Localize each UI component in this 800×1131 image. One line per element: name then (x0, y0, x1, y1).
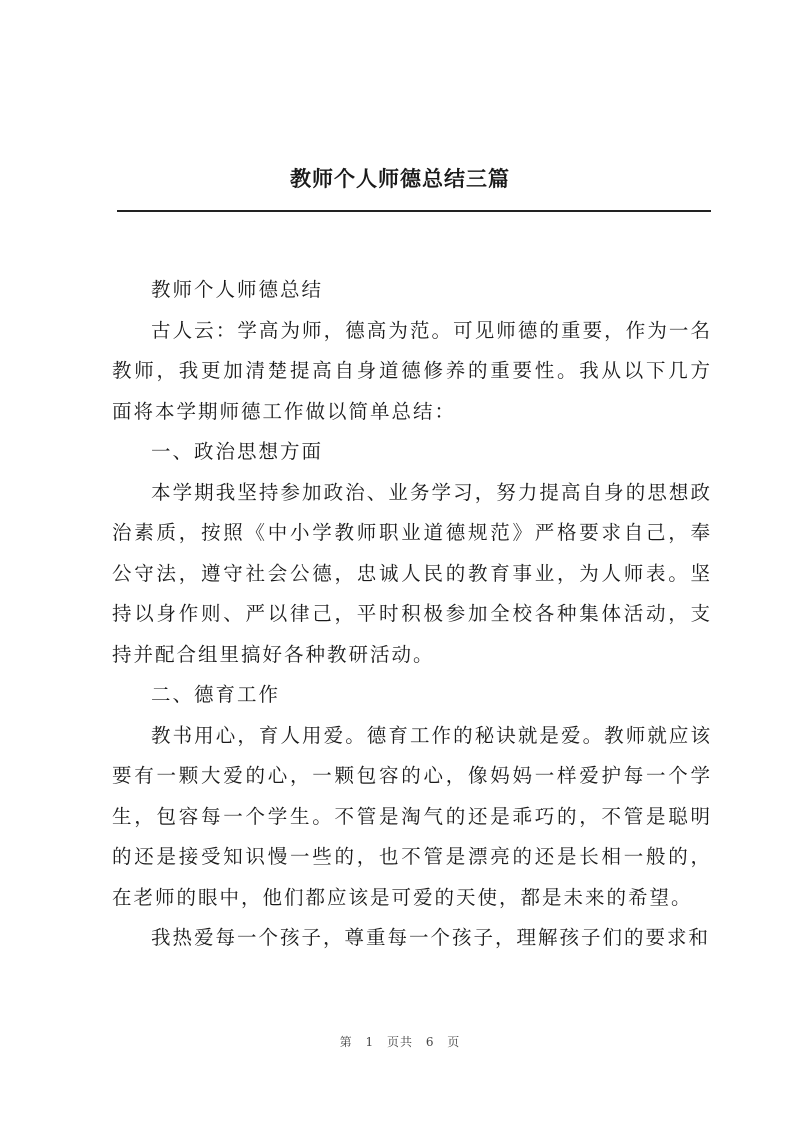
paragraph: 教书用心，育人用爱。德育工作的秘诀就是爱。教师就应该要有一颗大爱的心，一颗包容的心，像妈妈一样爱护每一个学生，包容每一个学生。不管是淘气的还是乖巧的，不管是聪明的还是接受知识慢一些的，也不管是漂亮的还是长相一般的，在老师的眼中，他们都应该是可爱的天使，都是未来的希望。 (112, 723, 712, 909)
section-heading: 一、政治思想方面 (151, 440, 324, 463)
paragraph: 本学期我坚持参加政治、业务学习，努力提高自身的思想政治素质，按照《中小学教师职业道德规范》严格要求自己，奉公守法，遵守社会公德，忠诚人民的教育事业，为人师表。坚持以身作则、严以律己，平时积极参加全校各种集体活动，支持并配合组里搞好各种教研活动。 (112, 480, 712, 666)
footer-total-pages: 6 (425, 1035, 435, 1049)
footer-prefix: 第 (339, 1035, 353, 1049)
paragraph: 我热爱每一个孩子，尊重每一个孩子，理解孩子们的要求和 (151, 926, 711, 949)
document-title: 教师个人师德总结三篇 (290, 167, 510, 191)
title-underline (117, 210, 711, 212)
page-footer (0, 1033, 800, 1050)
section-heading: 二、德育工作 (151, 683, 281, 706)
footer-page-number: 1 (365, 1035, 375, 1049)
paragraph: 古人云：学高为师，德高为范。可见师德的重要，作为一名教师，我更加清楚提高自身道德修养的重要性。我从以下几方面将本学期师德工作做以简单总结： (112, 318, 712, 423)
section-heading: 教师个人师德总结 (151, 278, 324, 301)
footer-middle: 页共 (386, 1035, 413, 1049)
footer-suffix: 页 (447, 1035, 461, 1049)
document-body (112, 270, 712, 959)
